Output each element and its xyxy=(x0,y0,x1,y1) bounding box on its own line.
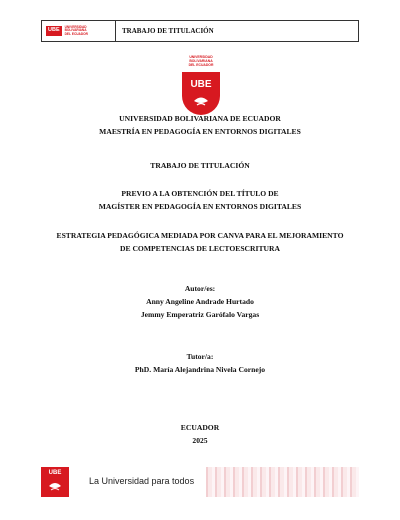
tutor-label: Tutor/a: xyxy=(186,352,214,361)
thesis-title: ESTRATEGIA PEDAGÓGICA MEDIADA POR CANVA PARA EL MEJORAMIENTO DE COMPETENCIAS DE LECTOESCRITURA xyxy=(56,231,344,253)
footer-slogan: La Universidad para todos xyxy=(89,476,195,486)
document-type: TRABAJO DE TITULACIÓN xyxy=(150,161,250,170)
tutor-block xyxy=(0,350,400,376)
institution-block xyxy=(0,112,400,138)
author-name: Jemmy Emperatriz Garófalo Vargas xyxy=(140,310,260,319)
header-title: TRABAJO DE TITULACIÓN xyxy=(122,27,214,35)
location-block xyxy=(0,421,400,447)
header-logo-badge: UBE xyxy=(46,26,62,36)
program-name: MAESTRÍA EN PEDAGOGÍA EN ENTORNOS DIGITALES xyxy=(99,127,301,136)
country: ECUADOR xyxy=(180,423,220,432)
degree-block: PREVIO A LA OBTENCIÓN DEL TÍTULO DE MAGÍSTER EN PEDAGOGÍA EN ENTORNOS DIGITALES xyxy=(98,189,302,211)
logo-text: UBE xyxy=(190,78,212,90)
author-name: Anny Angeline Andrade Hurtado xyxy=(146,297,254,306)
authors-block xyxy=(0,282,400,321)
shield-icon xyxy=(180,70,222,116)
footer-logo: UBE xyxy=(41,467,69,497)
university-name: UNIVERSIDAD BOLIVARIANA DE ECUADOR xyxy=(119,114,281,123)
footer-decoration xyxy=(206,467,359,497)
page-header xyxy=(41,20,359,42)
year: 2025 xyxy=(192,436,208,445)
footer-shield-icon xyxy=(48,481,62,493)
page-footer xyxy=(41,467,359,497)
university-logo xyxy=(180,56,222,121)
authors-label: Autor/es: xyxy=(184,284,216,293)
logo-caption: UNIVERSIDAD BOLIVARIANA DEL ECUADOR xyxy=(188,55,214,67)
header-logo-caption: UNIVERSIDAD BOLIVARIANA DEL ECUADOR xyxy=(64,24,88,36)
tutor-name: PhD. María Alejandrina Nivela Cornejo xyxy=(134,365,266,374)
header-logo xyxy=(42,21,116,41)
